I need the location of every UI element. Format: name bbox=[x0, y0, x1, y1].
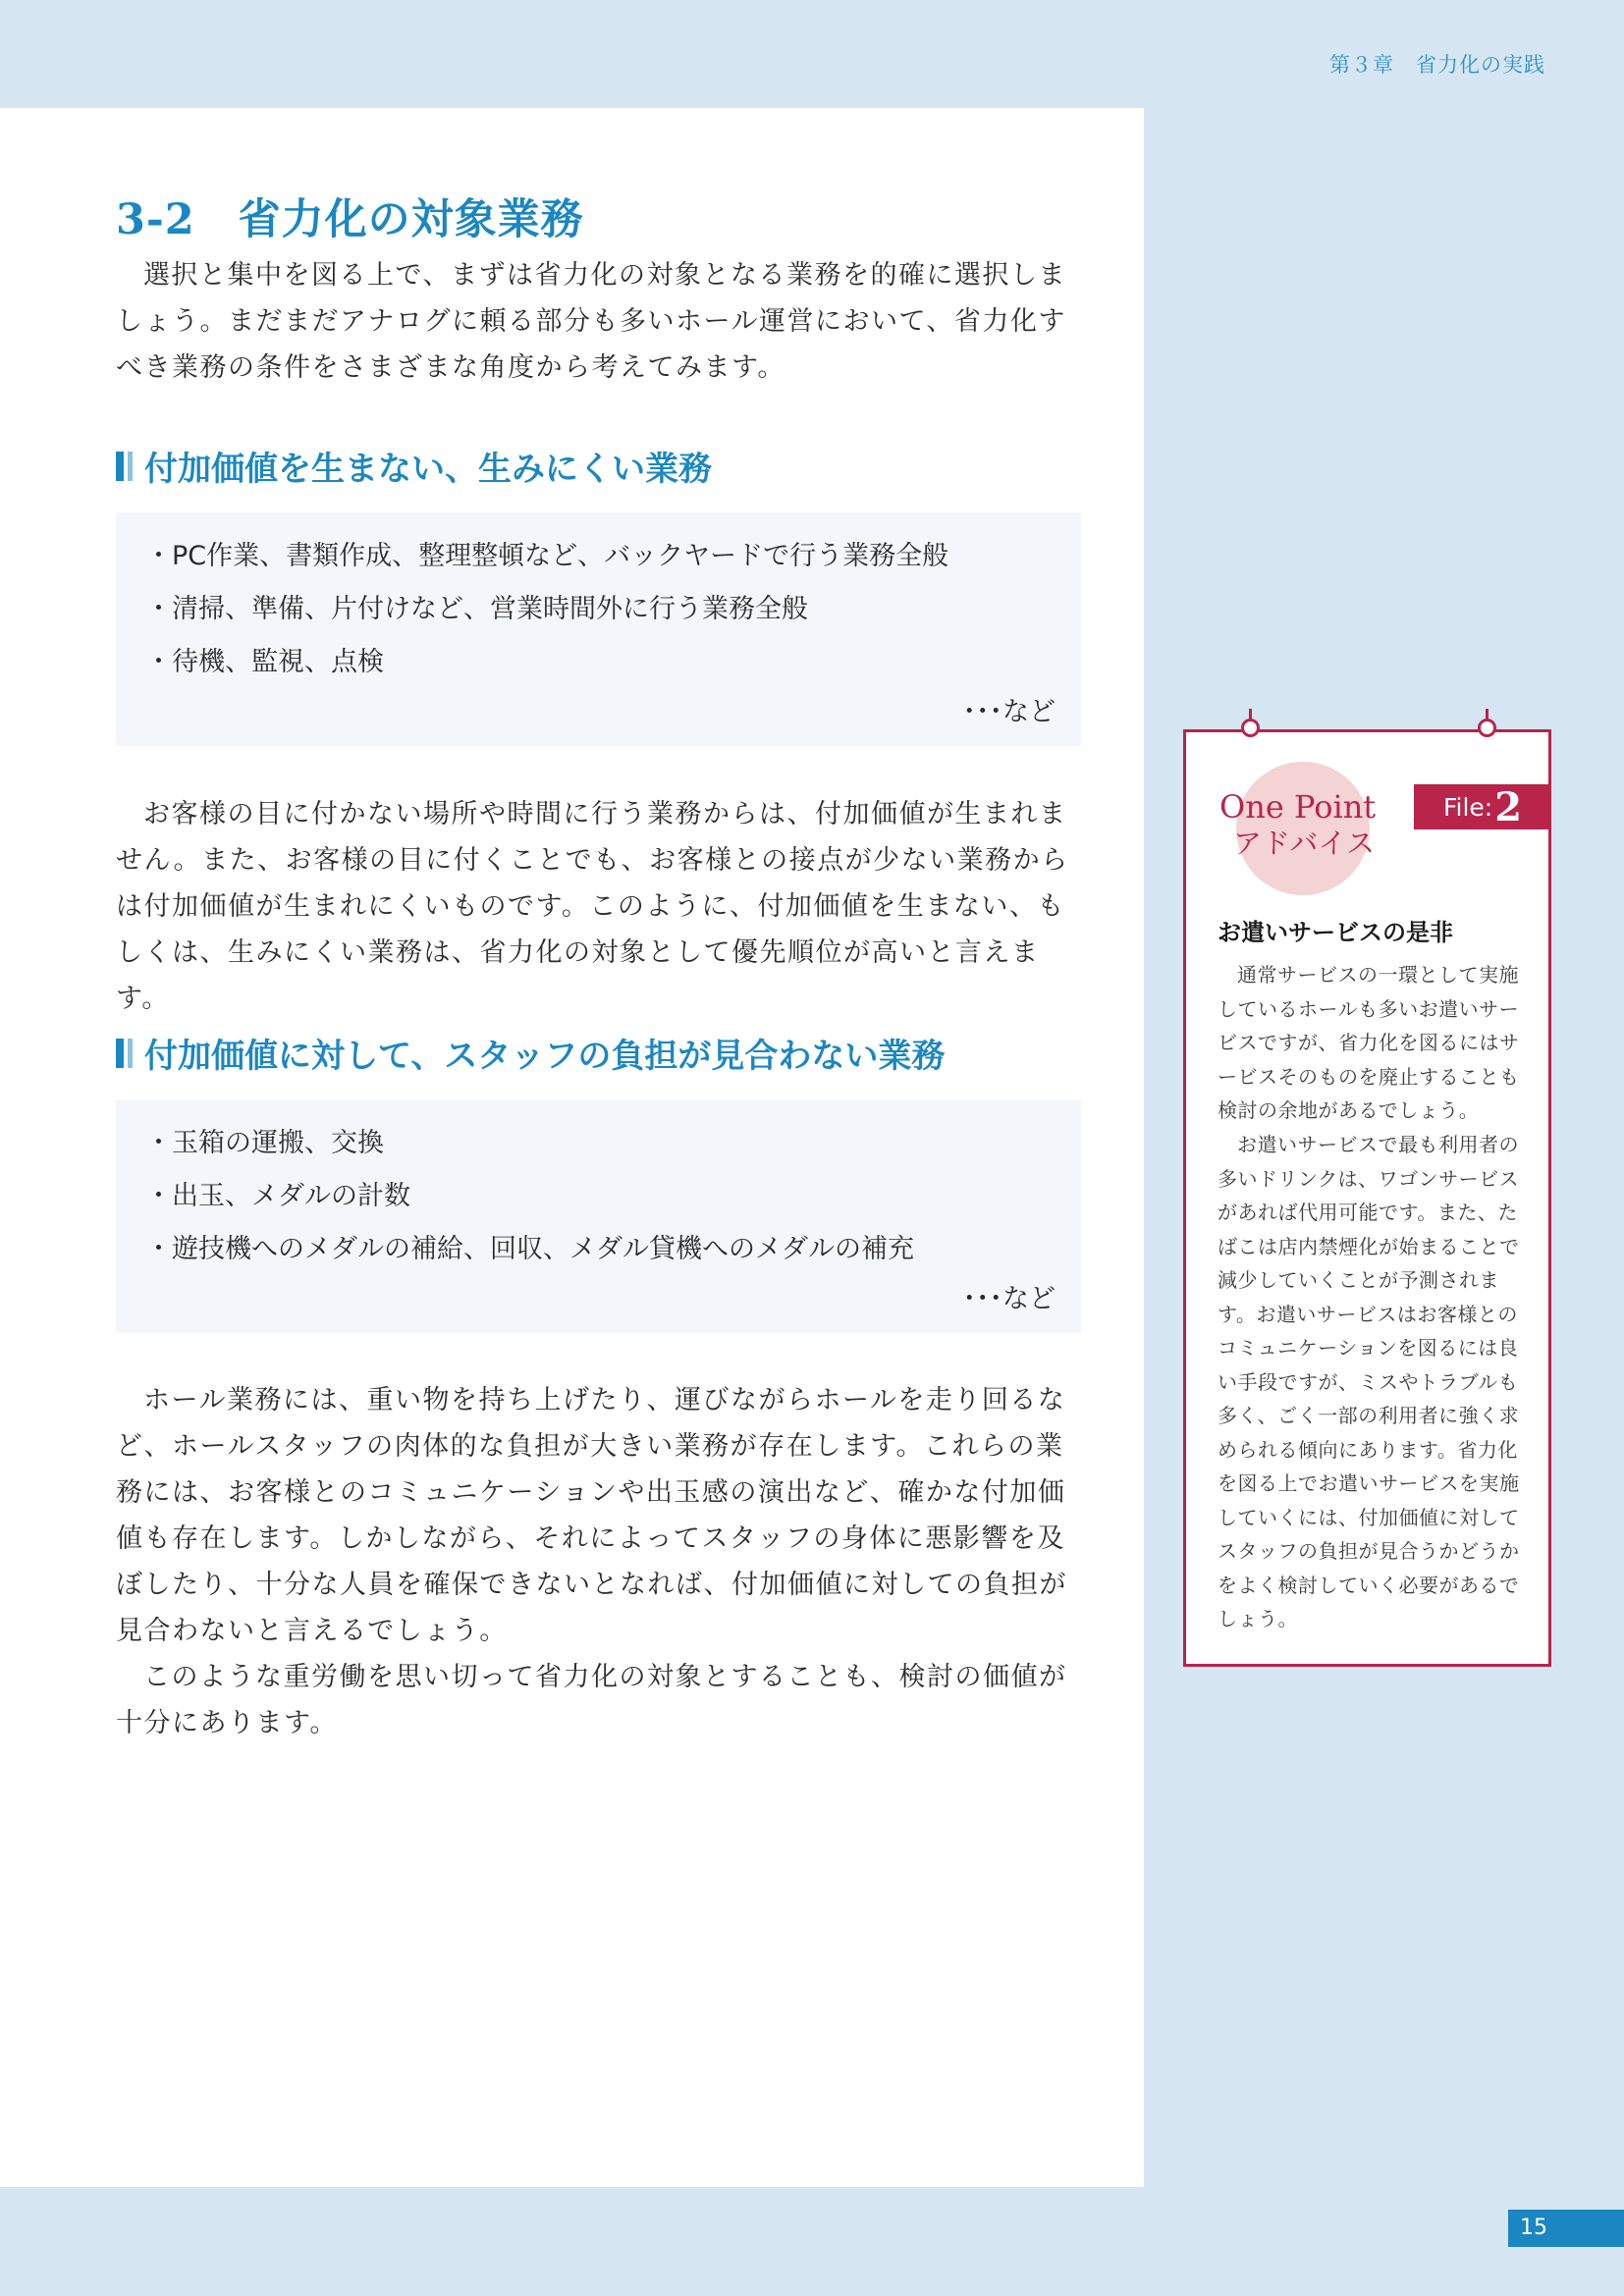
list-item: ・遊技機へのメダルの補給、回収、メダル貸機へのメダルの補充 bbox=[145, 1234, 914, 1264]
list-1 bbox=[116, 512, 1081, 689]
file-number: 2 bbox=[1494, 783, 1523, 830]
list-etc: ･･･など bbox=[962, 697, 1056, 727]
list-etc: ･･･など bbox=[962, 1284, 1056, 1314]
one-point-subtitle: アドバイス bbox=[1233, 827, 1376, 860]
one-point-title: One Point bbox=[1219, 788, 1377, 826]
page-number: 15 bbox=[1508, 2210, 1624, 2247]
list-item: ・PC作業、書類作成、整理整頓など、バックヤードで行う業務全般 bbox=[145, 541, 949, 571]
sub-heading-1-label: 付加価値を生まない、生みにくい業務 bbox=[144, 450, 712, 489]
sub-heading-1 bbox=[116, 442, 712, 490]
block2-paragraph-1: ホール業務には、重い物を持ち上げたり、運びながらホールを走り回るなど、ホールスタッフの肉体的な負担が大きい業務が存在します。これらの業務には、お客様とのコミュニケーションや出玉感の演出など、確かな付加価値も存在します。しかしながら、それによってスタッフの身体に悪影響を及ぼしたり、十分な人員を確保できないとなれば、付加価値に対しての負担が見合わないと言えるでしょう。 bbox=[116, 1385, 1067, 1646]
sub-heading-2-label: 付加価値に対して、スタッフの負担が見合わない業務 bbox=[144, 1037, 946, 1076]
one-point-paragraph-2: お遣いサービスで最も利用者の多いドリンクは、ワゴンサービスがあれば代用可能です。また、たばこは店内禁煙化が始まることで減少していくことが予測されます。お遣いサービスはお客様とのコミュニケーションを図るには良い手段ですが、ミスやトラブルも多く、ごく一部の利用者に強く求められる傾向にあります。省力化を図る上でお遣いサービスを実施していくには、付加価値に対してスタッフの負担が見合うかどうかをよく検討していく必要があるでしょう。 bbox=[1218, 1133, 1520, 1630]
section-title: 3-2 省力化の対象業務 bbox=[116, 195, 584, 244]
sub-heading-2 bbox=[116, 1029, 945, 1077]
chapter-header: 第３章 省力化の実践 bbox=[1329, 53, 1545, 77]
binder-ring-icon bbox=[1241, 719, 1260, 737]
list-2 bbox=[116, 1099, 1081, 1276]
list-item: ・出玉、メダルの計数 bbox=[145, 1181, 410, 1211]
block1-paragraph: お客様の目に付かない場所や時間に行う業務からは、付加価値が生まれません。また、お客様の目に付くことでも、お客様との接点が少ない業務からは付加価値が生まれにくいものです。このように、付加価値を生まない、もしくは、生みにくい業務は、省力化の対象として優先順位が高いと言えます。 bbox=[116, 799, 1069, 1014]
block2-paragraph-2: このような重労働を思い切って省力化の対象とすることも、検討の価値が十分にあります。 bbox=[116, 1662, 1067, 1738]
list-item: ・清掃、準備、片付けなど、営業時間外に行う業務全般 bbox=[145, 594, 808, 624]
file-tag bbox=[1414, 784, 1551, 829]
heading-bar-icon bbox=[116, 452, 133, 481]
heading-bar-icon bbox=[116, 1039, 133, 1068]
list-item: ・待機、監視、点検 bbox=[145, 647, 384, 677]
list-box-2 bbox=[116, 1099, 1081, 1333]
binder-ring-icon bbox=[1478, 719, 1496, 737]
one-point-heading: お遣いサービスの是非 bbox=[1218, 919, 1453, 946]
intro-paragraph: 選択と集中を図る上で、まずは省力化の対象となる業務を的確に選択しましょう。まだまだアナログに頼る部分も多いホール運営において、省力化すべき業務の条件をさまざまな角度から考えてみます。 bbox=[116, 260, 1066, 383]
file-label: File: bbox=[1442, 792, 1493, 822]
list-box-1 bbox=[116, 512, 1081, 746]
list-item: ・玉箱の運搬、交換 bbox=[145, 1128, 384, 1158]
one-point-advice-box bbox=[1183, 729, 1551, 1667]
one-point-paragraph-1: 通常サービスの一環として実施しているホールも多いお遣いサービスですが、省力化を図るにはサービスそのものを廃止することも検討の余地があるでしょう。 bbox=[1218, 963, 1520, 1122]
